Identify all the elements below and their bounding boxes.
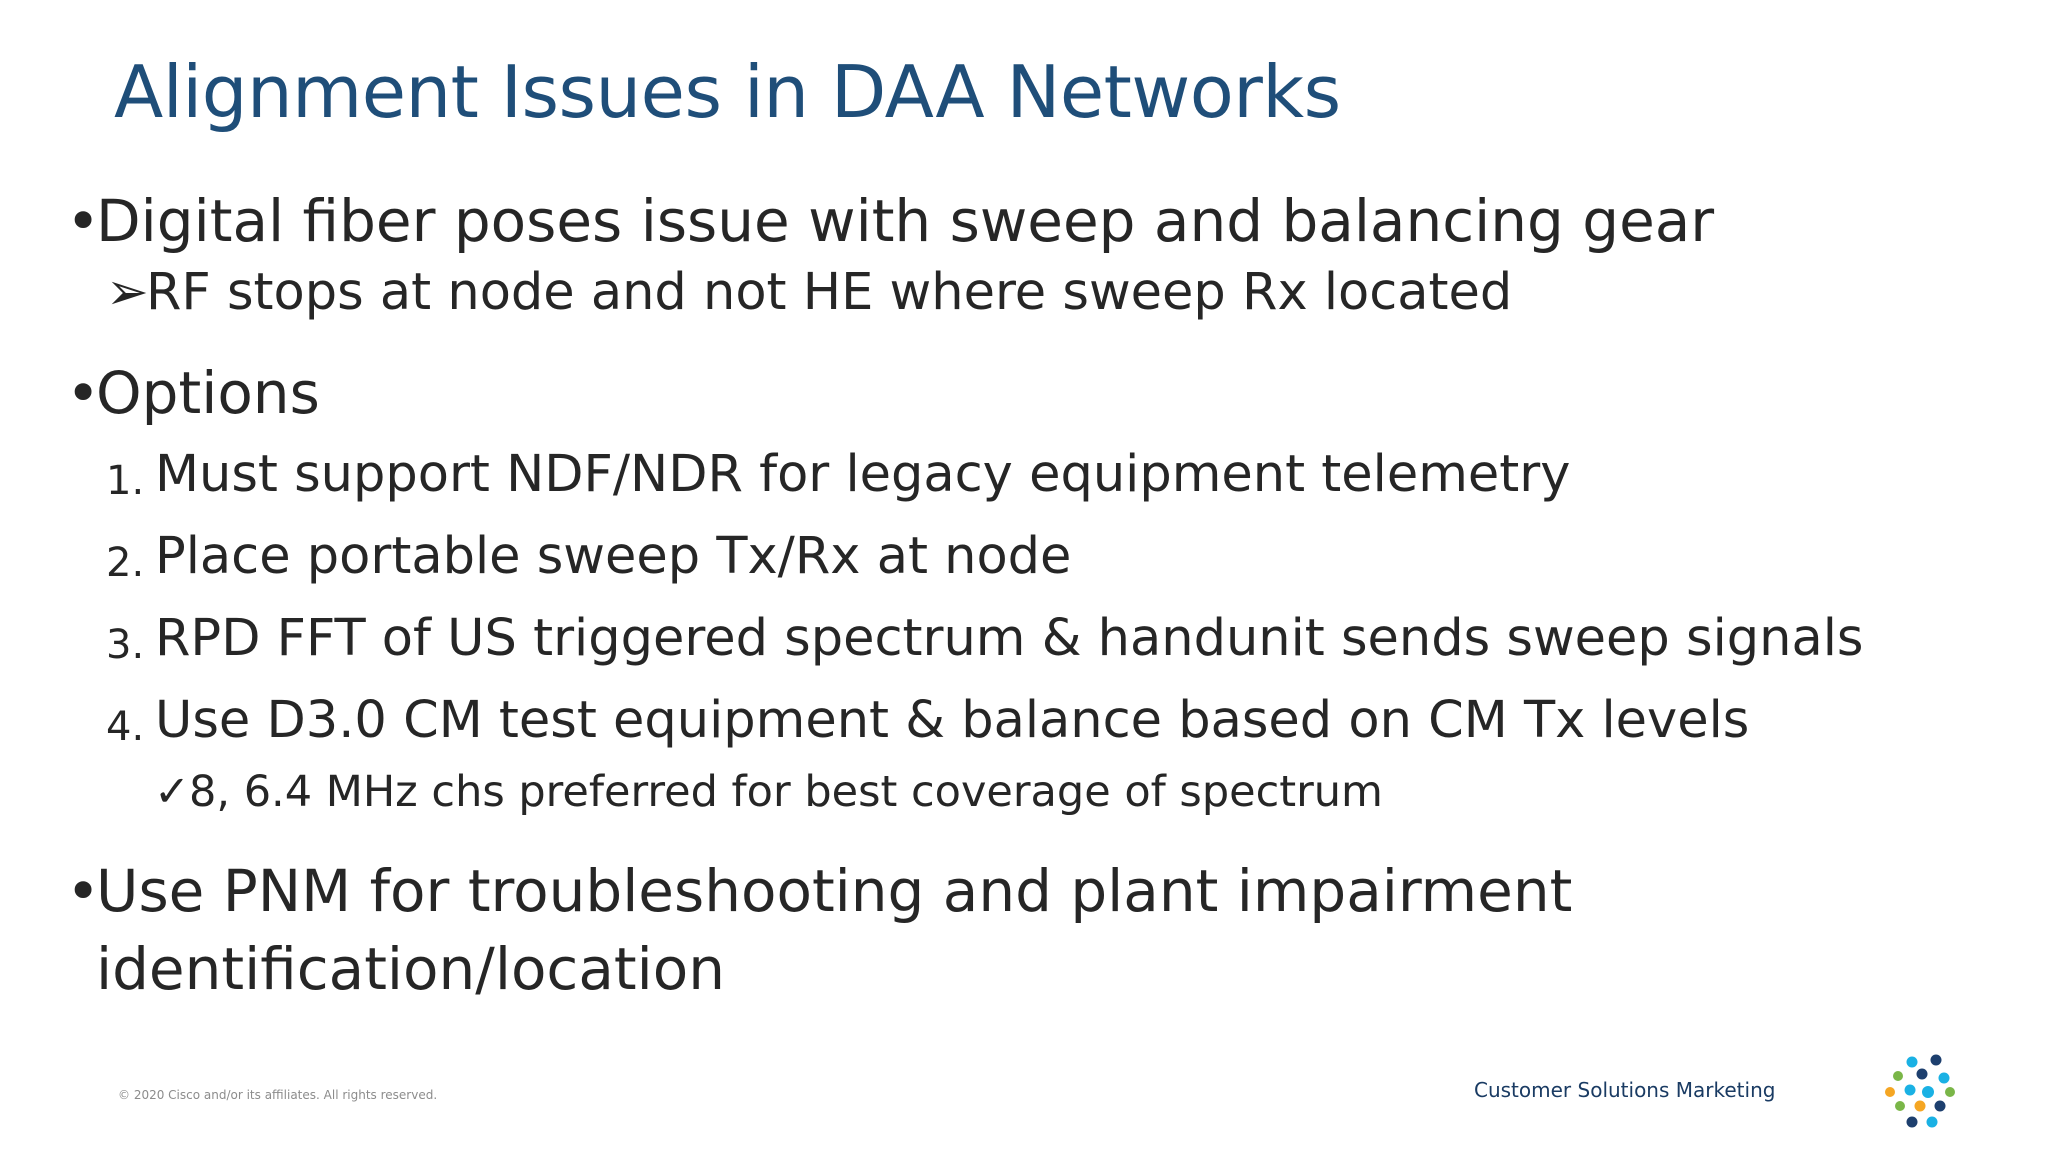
option-text: Must support NDF/NDR for legacy equipment telemetry <box>155 445 1571 504</box>
sub-item-rf-stops <box>66 260 1966 326</box>
option-item-3 <box>66 598 1966 680</box>
bullet-item-digital-fiber <box>66 182 1966 260</box>
sub-item-text: RF stops at node and not HE where sweep Rx located <box>146 263 1513 322</box>
option-text: Use D3.0 CM test equipment & balance based on CM Tx levels <box>155 691 1750 750</box>
bullet-glyph: • <box>66 187 101 255</box>
bullet-text-line-1: Use PNM for troubleshooting and plant impairment <box>96 857 1573 925</box>
slide-title: Alignment Issues in DAA Networks <box>114 50 1341 134</box>
colorful-dots-logo-icon <box>1884 1052 1964 1132</box>
brand-label: Customer Solutions Marketing <box>1474 1078 1776 1102</box>
spacer <box>66 326 1966 354</box>
bullet-text-line-2: identification/location <box>96 935 725 1003</box>
bullet-text: Digital fiber poses issue with sweep and balancing gear <box>96 187 1715 255</box>
check-item-channels <box>66 762 1966 822</box>
option-number: 2. <box>106 540 145 586</box>
bullet-glyph: • <box>66 359 101 427</box>
arrow-bullet-icon: ➢ <box>106 263 149 322</box>
bullet-item-options <box>66 354 1966 432</box>
option-number: 3. <box>106 622 145 668</box>
option-item-2 <box>66 516 1966 598</box>
slide-body <box>66 182 1966 1008</box>
copyright-notice: © 2020 Cisco and/or its affiliates. All rights reserved. <box>118 1088 438 1102</box>
option-text: RPD FFT of US triggered spectrum & handunit sends sweep signals <box>155 609 1864 668</box>
option-item-4 <box>66 680 1966 762</box>
checkmark-icon: ✓ <box>154 767 191 817</box>
bullet-text: Options <box>96 359 320 427</box>
option-item-1 <box>66 434 1966 516</box>
bullet-item-pnm <box>66 852 1966 1008</box>
option-number: 4. <box>106 704 145 750</box>
spacer <box>66 822 1966 852</box>
option-text: Place portable sweep Tx/Rx at node <box>155 527 1072 586</box>
bullet-glyph: • <box>66 857 101 925</box>
check-item-text: 8, 6.4 MHz chs preferred for best coverage of spectrum <box>189 767 1383 817</box>
option-number: 1. <box>106 458 145 504</box>
